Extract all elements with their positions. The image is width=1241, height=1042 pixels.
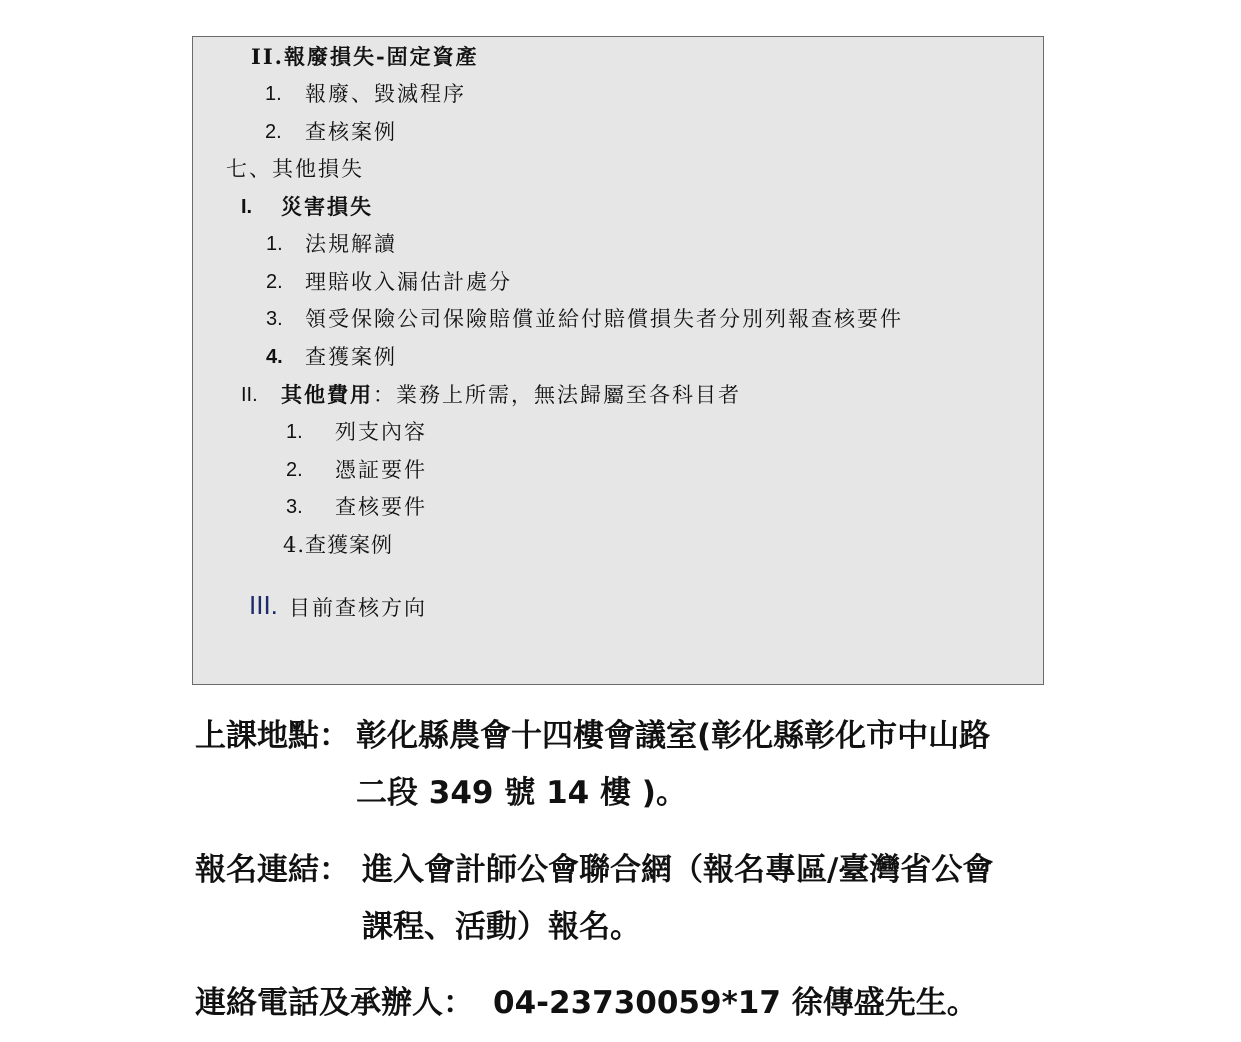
outline-item-number: 1. bbox=[286, 421, 303, 443]
other-expenses-description: ：業務上所需，無法歸屬至各科目者 bbox=[373, 383, 741, 407]
outline-item-regulations: 法規解讀 bbox=[305, 232, 397, 256]
outline-heading-scrap-loss: II.報廢損失-固定資產 bbox=[251, 44, 479, 69]
outline-item-number: 2. bbox=[265, 121, 282, 143]
outline-item-audit-cases: 查核案例 bbox=[305, 120, 397, 144]
outline-item-number: 3. bbox=[266, 308, 283, 330]
outline-item-seized-cases: 查獲案例 bbox=[305, 345, 397, 369]
outline-heading-disaster-loss: 災害損失 bbox=[281, 194, 373, 219]
outline-item-voucher-requirements: 憑証要件 bbox=[335, 458, 427, 482]
outline-item-number: 2. bbox=[266, 271, 283, 293]
outline-item-audit-requirements: 查核要件 bbox=[335, 495, 427, 519]
outline-heading-current-direction: 目前查核方向 bbox=[289, 596, 427, 620]
contact-label: 連絡電話及承辦人： bbox=[195, 985, 474, 1021]
outline-item-insurance-income: 理賠收入漏估計處分 bbox=[305, 270, 512, 294]
other-expenses-label: 其他費用 bbox=[281, 382, 373, 407]
outline-roman-number: I. bbox=[241, 196, 253, 218]
outline-item-seized-cases-2: 4.查獲案例 bbox=[283, 533, 394, 557]
outline-item-expense-content: 列支內容 bbox=[335, 420, 427, 444]
outline-item-number: 1. bbox=[266, 233, 283, 255]
course-outline-box bbox=[192, 36, 1044, 685]
location-value-line1: 彰化縣農會十四樓會議室(彰化縣彰化市中山路 bbox=[356, 718, 991, 754]
outline-item-scrap-procedure: 報廢、毀滅程序 bbox=[305, 82, 466, 106]
signup-value-line2: 課程、活動）報名。 bbox=[362, 909, 641, 945]
location-label: 上課地點： bbox=[195, 718, 350, 754]
outline-heading-other-expenses bbox=[281, 382, 741, 408]
outline-roman-number: II. bbox=[241, 384, 258, 406]
contact-value: 04-23730059*17 徐傳盛先生。 bbox=[493, 985, 978, 1021]
outline-item-number: 4. bbox=[266, 346, 283, 368]
outline-item-insurance-compensation: 領受保險公司保險賠償並給付賠償損失者分別列報查核要件 bbox=[305, 307, 903, 331]
outline-item-number: 3. bbox=[286, 496, 303, 518]
outline-roman-number: III. bbox=[249, 590, 278, 620]
signup-value-line1: 進入會計師公會聯合網（報名專區/臺灣省公會 bbox=[362, 852, 994, 888]
outline-section-other-losses: 七、其他損失 bbox=[226, 157, 364, 181]
location-value-line2: 二段 349 號 14 樓 )。 bbox=[356, 775, 687, 811]
outline-item-number: 1. bbox=[265, 83, 282, 105]
outline-item-number: 2. bbox=[286, 459, 303, 481]
signup-label: 報名連結： bbox=[195, 852, 350, 888]
